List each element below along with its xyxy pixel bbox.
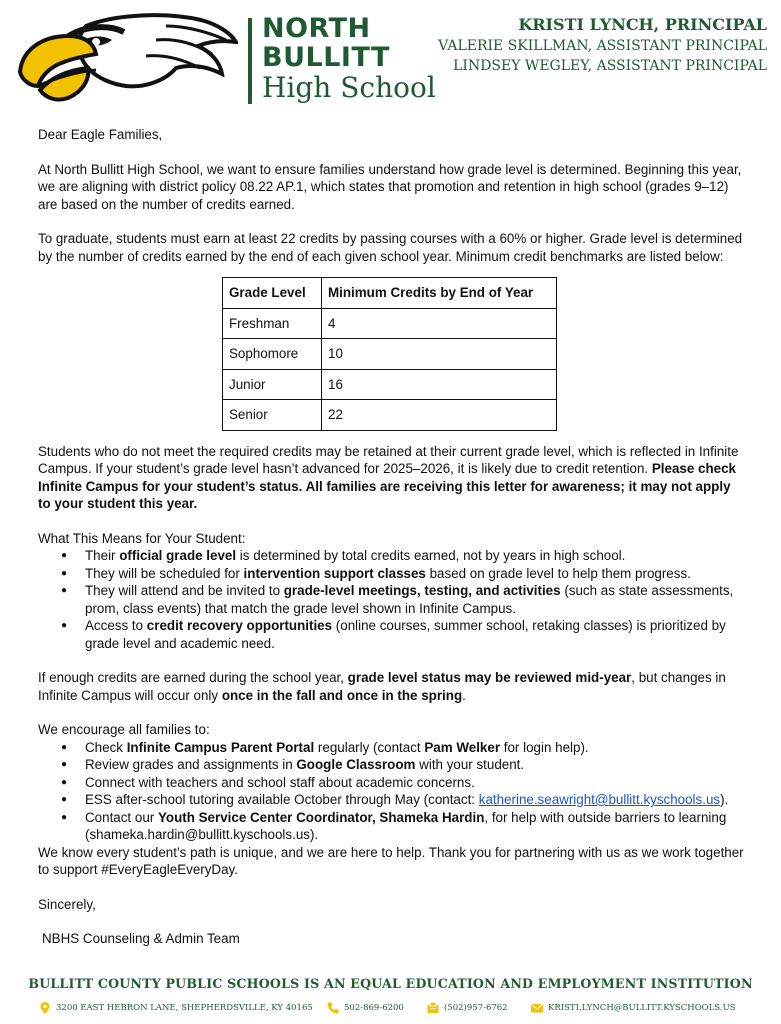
list-item: ● Check Infinite Campus Parent Portal regularly (contact Pam Welker for login help). — [85, 739, 746, 757]
location-pin-icon — [38, 1001, 52, 1015]
address-text: 3200 EAST HEBRON LANE, SHEPHERDSVILLE, KY 40165 — [56, 1003, 313, 1013]
table-cell-grade: Senior — [223, 400, 322, 431]
list-item: ● They will be scheduled for intervention support classes based on grade level to help them progress. — [85, 565, 746, 583]
table-cell-credits: 10 — [322, 339, 557, 370]
table-cell-credits: 22 — [322, 400, 557, 431]
administration-list — [438, 14, 767, 76]
ess-contact-email-link[interactable]: katherine.seawright@bullitt.kyschools.us — [478, 792, 721, 807]
graduation-paragraph: To graduate, students must earn at least 22 credits by passing courses with a 60% or higher. Grade level is determined by the number of credits earned by the end of each given school year. Minimum credit benchmarks are listed below: — [38, 231, 743, 264]
retention-notice: Please check Infinite Campus for your student’s status. All families are receiving this letter for awareness; it may not apply to your student this year. — [38, 461, 737, 511]
column-header: Minimum Credits by End of Year — [322, 278, 557, 309]
retention-paragraph — [38, 443, 746, 513]
intro-paragraph: At North Bullitt High School, we want to ensure families understand how grade level is determined. Beginning this year, we are aligning with district policy 08.22 AP.1, which states that promotion and retention in high school (grades 9–12) are based on the number of credits earned. — [38, 161, 742, 212]
assistant-principal-2: LINDSEY WEGLEY, ASSISTANT PRINCIPAL — [453, 58, 767, 74]
footer-contacts — [38, 1001, 758, 1019]
footer-phone — [326, 1001, 404, 1015]
table-row — [223, 339, 557, 370]
footer-address — [38, 1001, 313, 1015]
signature: NBHS Counseling & Admin Team — [42, 931, 240, 946]
phone-text: 502-869-6200 — [344, 1003, 404, 1013]
email-text: KRISTI.LYNCH@BULLITT.KYSCHOOLS.US — [548, 1003, 736, 1013]
table-cell-grade: Freshman — [223, 308, 322, 339]
table-header-row — [223, 278, 557, 309]
header-divider — [248, 18, 252, 104]
list-item: ● Contact our Youth Service Center Coordinator, Shameka Hardin, for help with outside barriers to learning (shameka.hardin@bullitt.kyschools.us). — [85, 809, 746, 844]
phone-icon — [326, 1001, 340, 1015]
list-item: ● Connect with teachers and school staff about academic concerns. — [85, 774, 746, 792]
letterhead — [0, 0, 781, 118]
letter-body — [38, 126, 746, 948]
footer-title: BULLITT COUNTY PUBLIC SCHOOLS IS AN EQUAL EDUCATION AND EMPLOYMENT INSTITUTION — [28, 976, 753, 991]
list-item: ● ESS after-school tutoring available October through May (contact: katherine.seawright@bullitt.kyschools.us). — [85, 791, 746, 809]
school-name-line3: High School — [262, 71, 436, 104]
column-header: Grade Level — [223, 278, 322, 309]
table-row — [223, 369, 557, 400]
list-item: ● They will attend and be invited to grade-level meetings, testing, and activities (such as state assessments, prom, class events) that match the grade level shown in Infinite Campus. — [85, 582, 746, 617]
what-this-means-list — [38, 547, 746, 652]
closing-paragraph: We know every student’s path is unique, and we are here to help. Thank you for partnering with us as we work together to support #EveryEagleEveryDay. — [38, 844, 744, 877]
table-cell-grade: Sophomore — [223, 339, 322, 370]
table-row — [223, 400, 557, 431]
table-cell-credits: 4 — [322, 308, 557, 339]
list-item: ● Their official grade level is determined by total credits earned, not by years in high school. — [85, 547, 746, 565]
encourage-heading: We encourage all families to: — [38, 722, 210, 737]
footer-fax — [426, 1001, 508, 1015]
retention-text: Students who do not meet the required credits may be retained at their current grade level, which is reflected in Infinite Campus. If your student’s grade level hasn’t advanced for 2025–2026, it is likely due to credit retention. — [38, 443, 739, 476]
table-cell-credits: 16 — [322, 369, 557, 400]
table-row — [223, 308, 557, 339]
fax-text: (502)957-6762 — [444, 1003, 508, 1013]
credit-benchmark-table — [222, 277, 557, 431]
footer-email — [530, 1001, 736, 1015]
fax-icon — [426, 1001, 440, 1015]
email-icon — [530, 1001, 544, 1015]
encourage-list — [38, 739, 746, 844]
school-name — [262, 14, 436, 104]
assistant-principal-1: VALERIE SKILLMAN, ASSISTANT PRINCIPAL — [438, 38, 767, 54]
list-item: ● Review grades and assignments in Google Classroom with your student. — [85, 756, 746, 774]
midyear-paragraph: If enough credits are earned during the school year, grade level status may be reviewed mid-year, but changes in Infinite Campus will occur only once in the fall and once in the spring. — [38, 670, 726, 703]
principal-name: KRISTI LYNCH, PRINCIPAL — [518, 15, 767, 34]
school-name-line2: BULLITT — [262, 42, 390, 73]
school-name-line1: NORTH — [262, 13, 371, 44]
what-this-means-heading: What This Means for Your Student: — [38, 530, 246, 546]
list-item: ● Access to credit recovery opportunities (online courses, summer school, retaking classes) is prioritized by grade level and academic need. — [85, 617, 746, 652]
greeting: Dear Eagle Families, — [38, 127, 163, 142]
eagle-logo-icon — [16, 12, 238, 110]
sign-off: Sincerely, — [38, 896, 96, 912]
table-cell-grade: Junior — [223, 369, 322, 400]
